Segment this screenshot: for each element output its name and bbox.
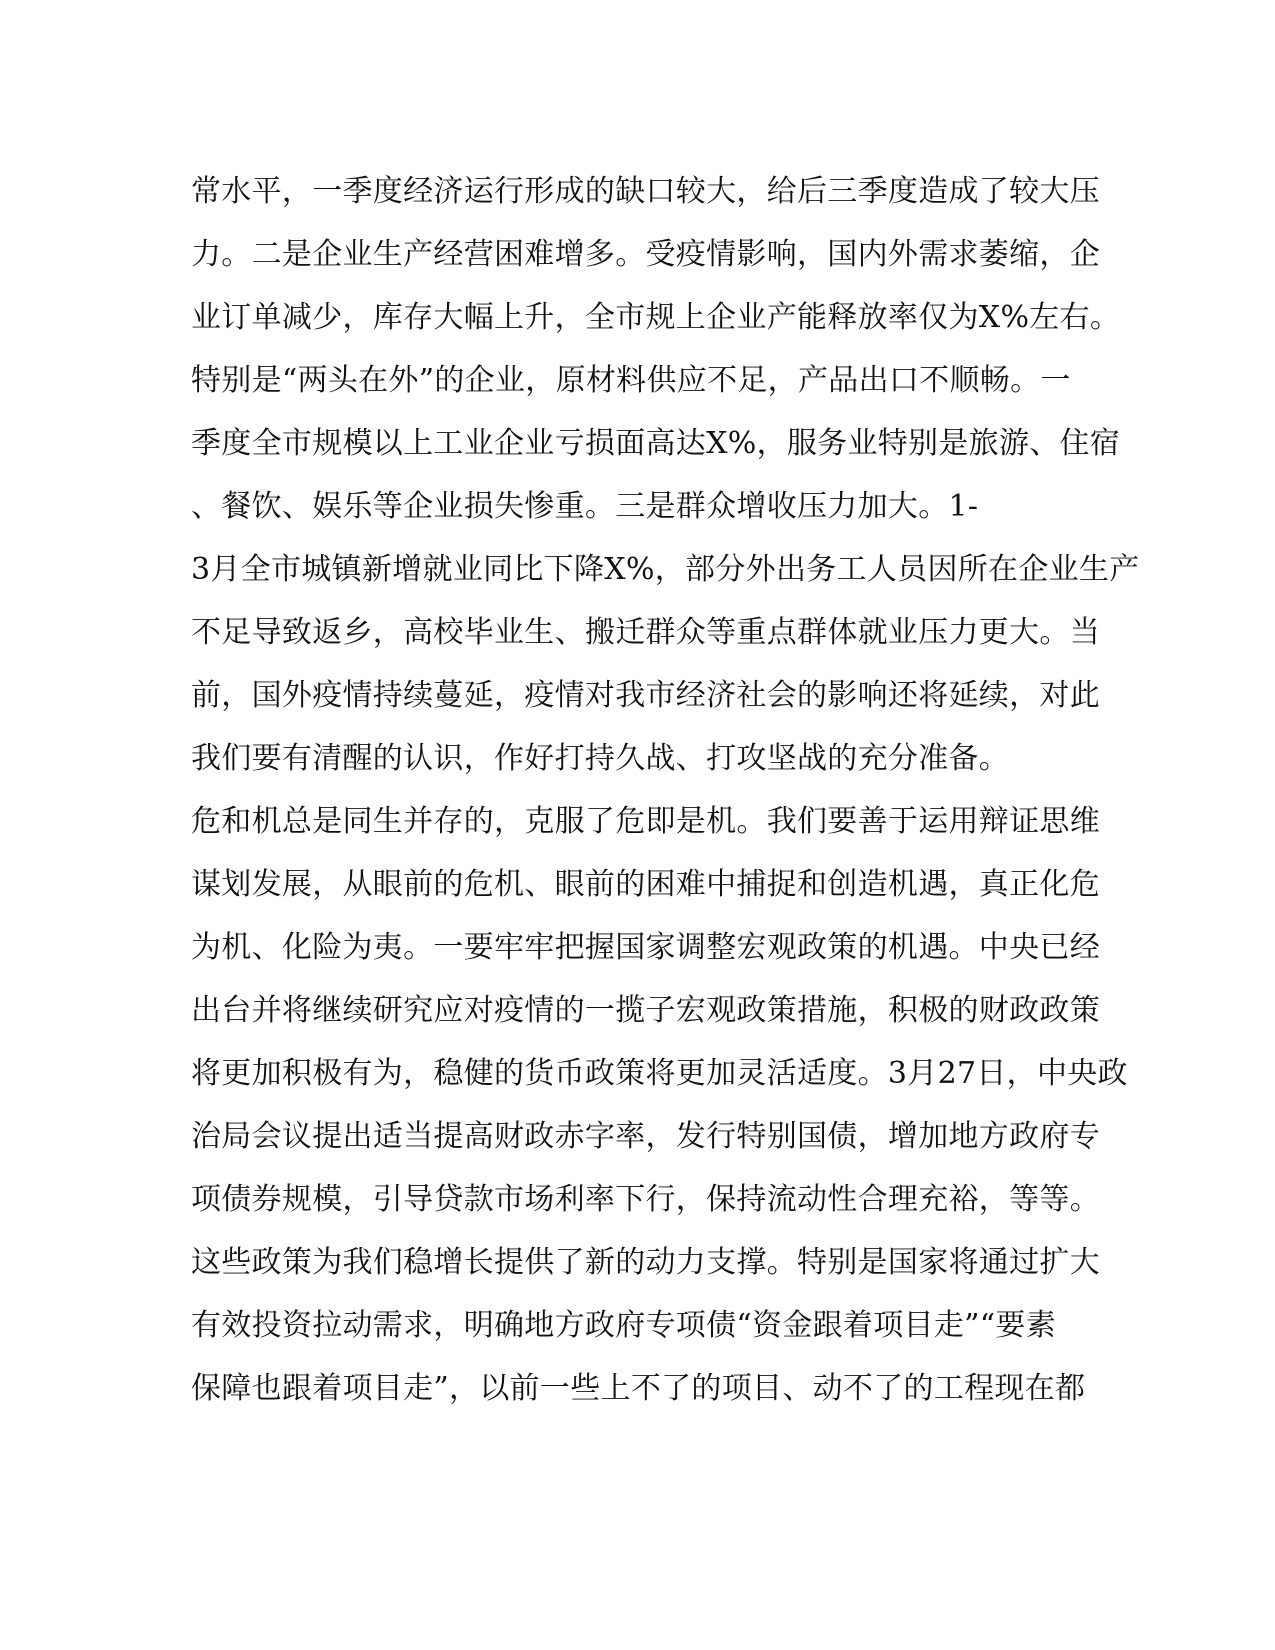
text-line: 谋划发展，从眼前的危机、眼前的困难中捕捉和创造机遇，真正化危 [191,867,1100,902]
text-line: 有效投资拉动需求，明确地方政府专项债“资金跟着项目走”“要素 [191,1308,1057,1343]
text-line: 业订单减少，库存大幅上升，全市规上企业产能释放率仅为X%左右。 [191,300,1121,335]
text-line: 危和机总是同生并存的，克服了危即是机。我们要善于运用辩证思维 [191,804,1100,839]
body-text [191,160,1140,1420]
text-line: 3月全市城镇新增就业同比下降X%，部分外出务工人员因所在企业生产 [191,552,1140,587]
text-line: 将更加积极有为，稳健的货币政策将更加灵活适度。3月27日，中央政 [191,1056,1128,1091]
text-line: 特别是“两头在外”的企业，原材料供应不足，产品出口不顺畅。一 [191,363,1071,398]
text-line: 保障也跟着项目走”，以前一些上不了的项目、动不了的工程现在都 [191,1371,1086,1406]
text-line: 这些政策为我们稳增长提供了新的动力支撑。特别是国家将通过扩大 [191,1245,1100,1280]
text-line: 常水平，一季度经济运行形成的缺口较大，给后三季度造成了较大压 [191,174,1100,209]
text-line: 季度全市规模以上工业企业亏损面高达X%，服务业特别是旅游、住宿 [191,426,1121,461]
text-line: 、餐饮、娱乐等企业损失惨重。三是群众增收压力加大。1- [191,489,979,524]
text-line: 出台并将继续研究应对疫情的一揽子宏观政策措施，积极的财政政策 [191,993,1100,1028]
text-line: 为机、化险为夷。一要牢牢把握国家调整宏观政策的机遇。中央已经 [191,930,1100,965]
text-line: 力。二是企业生产经营困难增多。受疫情影响，国内外需求萎缩，企 [191,237,1100,272]
text-line: 治局会议提出适当提高财政赤字率，发行特别国债，增加地方政府专 [191,1119,1100,1154]
text-line: 我们要有清醒的认识，作好打持久战、打攻坚战的充分准备。 [191,741,1010,776]
text-line: 项债券规模，引导贷款市场利率下行，保持流动性合理充裕，等等。 [191,1182,1100,1217]
text-line: 前，国外疫情持续蔓延，疫情对我市经济社会的影响还将延续，对此 [191,678,1100,713]
text-line: 不足导致返乡，高校毕业生、搬迁群众等重点群体就业压力更大。当 [191,615,1100,650]
